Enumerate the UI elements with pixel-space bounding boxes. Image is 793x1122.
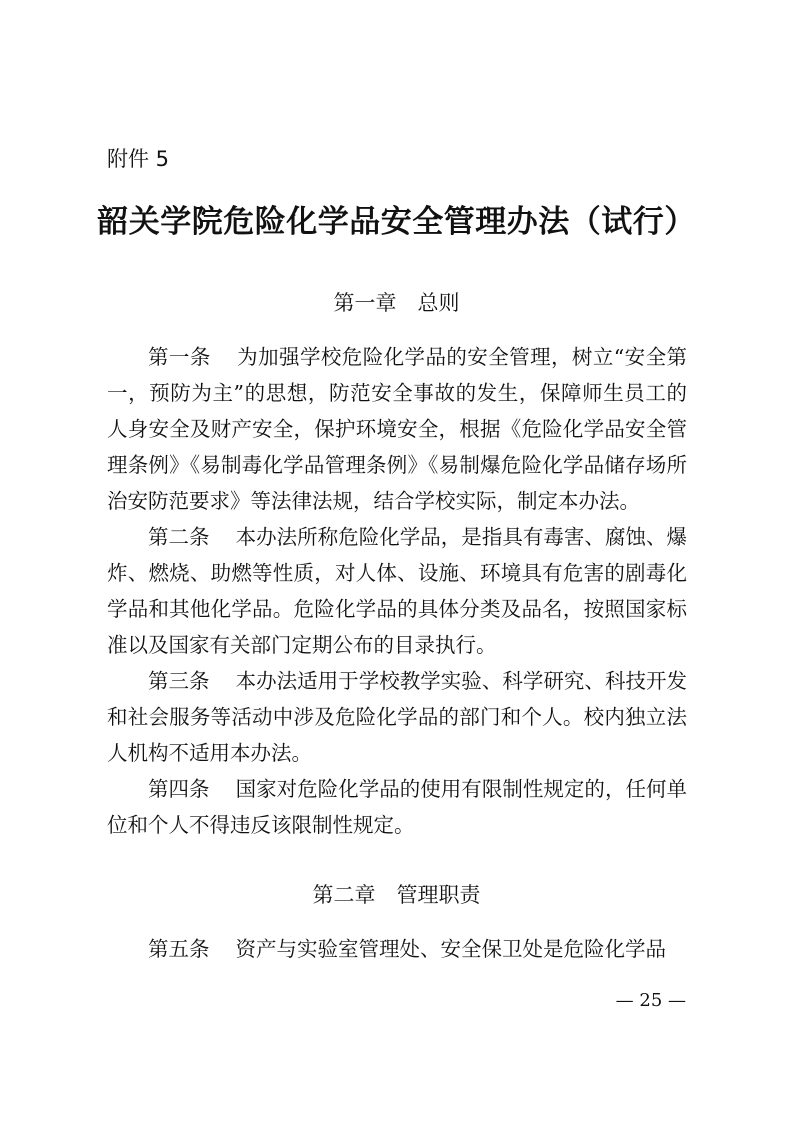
chapter-heading-1: 第一章 总则 — [333, 291, 460, 315]
article-number: 第四条 — [148, 777, 210, 801]
article-text: 本办法所称危险化学品，是指具有毒害、腐蚀、爆炸、燃烧、助燃等性质，对人体、设施、环境具有危害的剧毒化学品和其他化学品。危险化学品的具体分类及品名，按照国家标准以及国家有关部门定期公布的目录执行。 — [107, 525, 688, 657]
chapter-heading-2: 第二章 管理职责 — [312, 883, 481, 907]
article-5 — [107, 931, 687, 967]
article-text: 国家对危险化学品的使用有限制性规定的，任何单位和个人不得违反该限制性规定。 — [107, 777, 688, 837]
article-text: 为加强学校危险化学品的安全管理，树立“安全第一，预防为主”的思想，防范安全事故的发生，保障师生员工的人身安全及财产安全，保护环境安全，根据《危险化学品安全管理条例》《易制毒化学品管理条例》《易制爆危险化学品储存场所治安防范要求》等法律法规，结合学校实际，制定本办法。 — [107, 345, 687, 513]
article-text: 本办法适用于学校教学实验、科学研究、科技开发和社会服务等活动中涉及危险化学品的部门和个人。校内独立法人机构不适用本办法。 — [107, 669, 688, 765]
article-1 — [107, 339, 687, 519]
attachment-label: 附件 5 — [107, 147, 170, 171]
article-3 — [107, 663, 687, 771]
document-title: 韶关学院危险化学品安全管理办法（试行） — [97, 204, 696, 240]
article-4 — [107, 771, 687, 843]
article-text: 资产与实验室管理处、安全保卫处是危险化学品 — [235, 937, 666, 961]
article-number: 第二条 — [148, 525, 210, 549]
article-number: 第五条 — [148, 937, 210, 961]
article-2 — [107, 519, 687, 663]
chapter-2-body — [107, 931, 687, 967]
article-number: 第一条 — [148, 345, 211, 369]
chapter-1-body — [107, 339, 687, 843]
page-number: — 25 — — [615, 990, 686, 1011]
article-number: 第三条 — [148, 669, 210, 693]
